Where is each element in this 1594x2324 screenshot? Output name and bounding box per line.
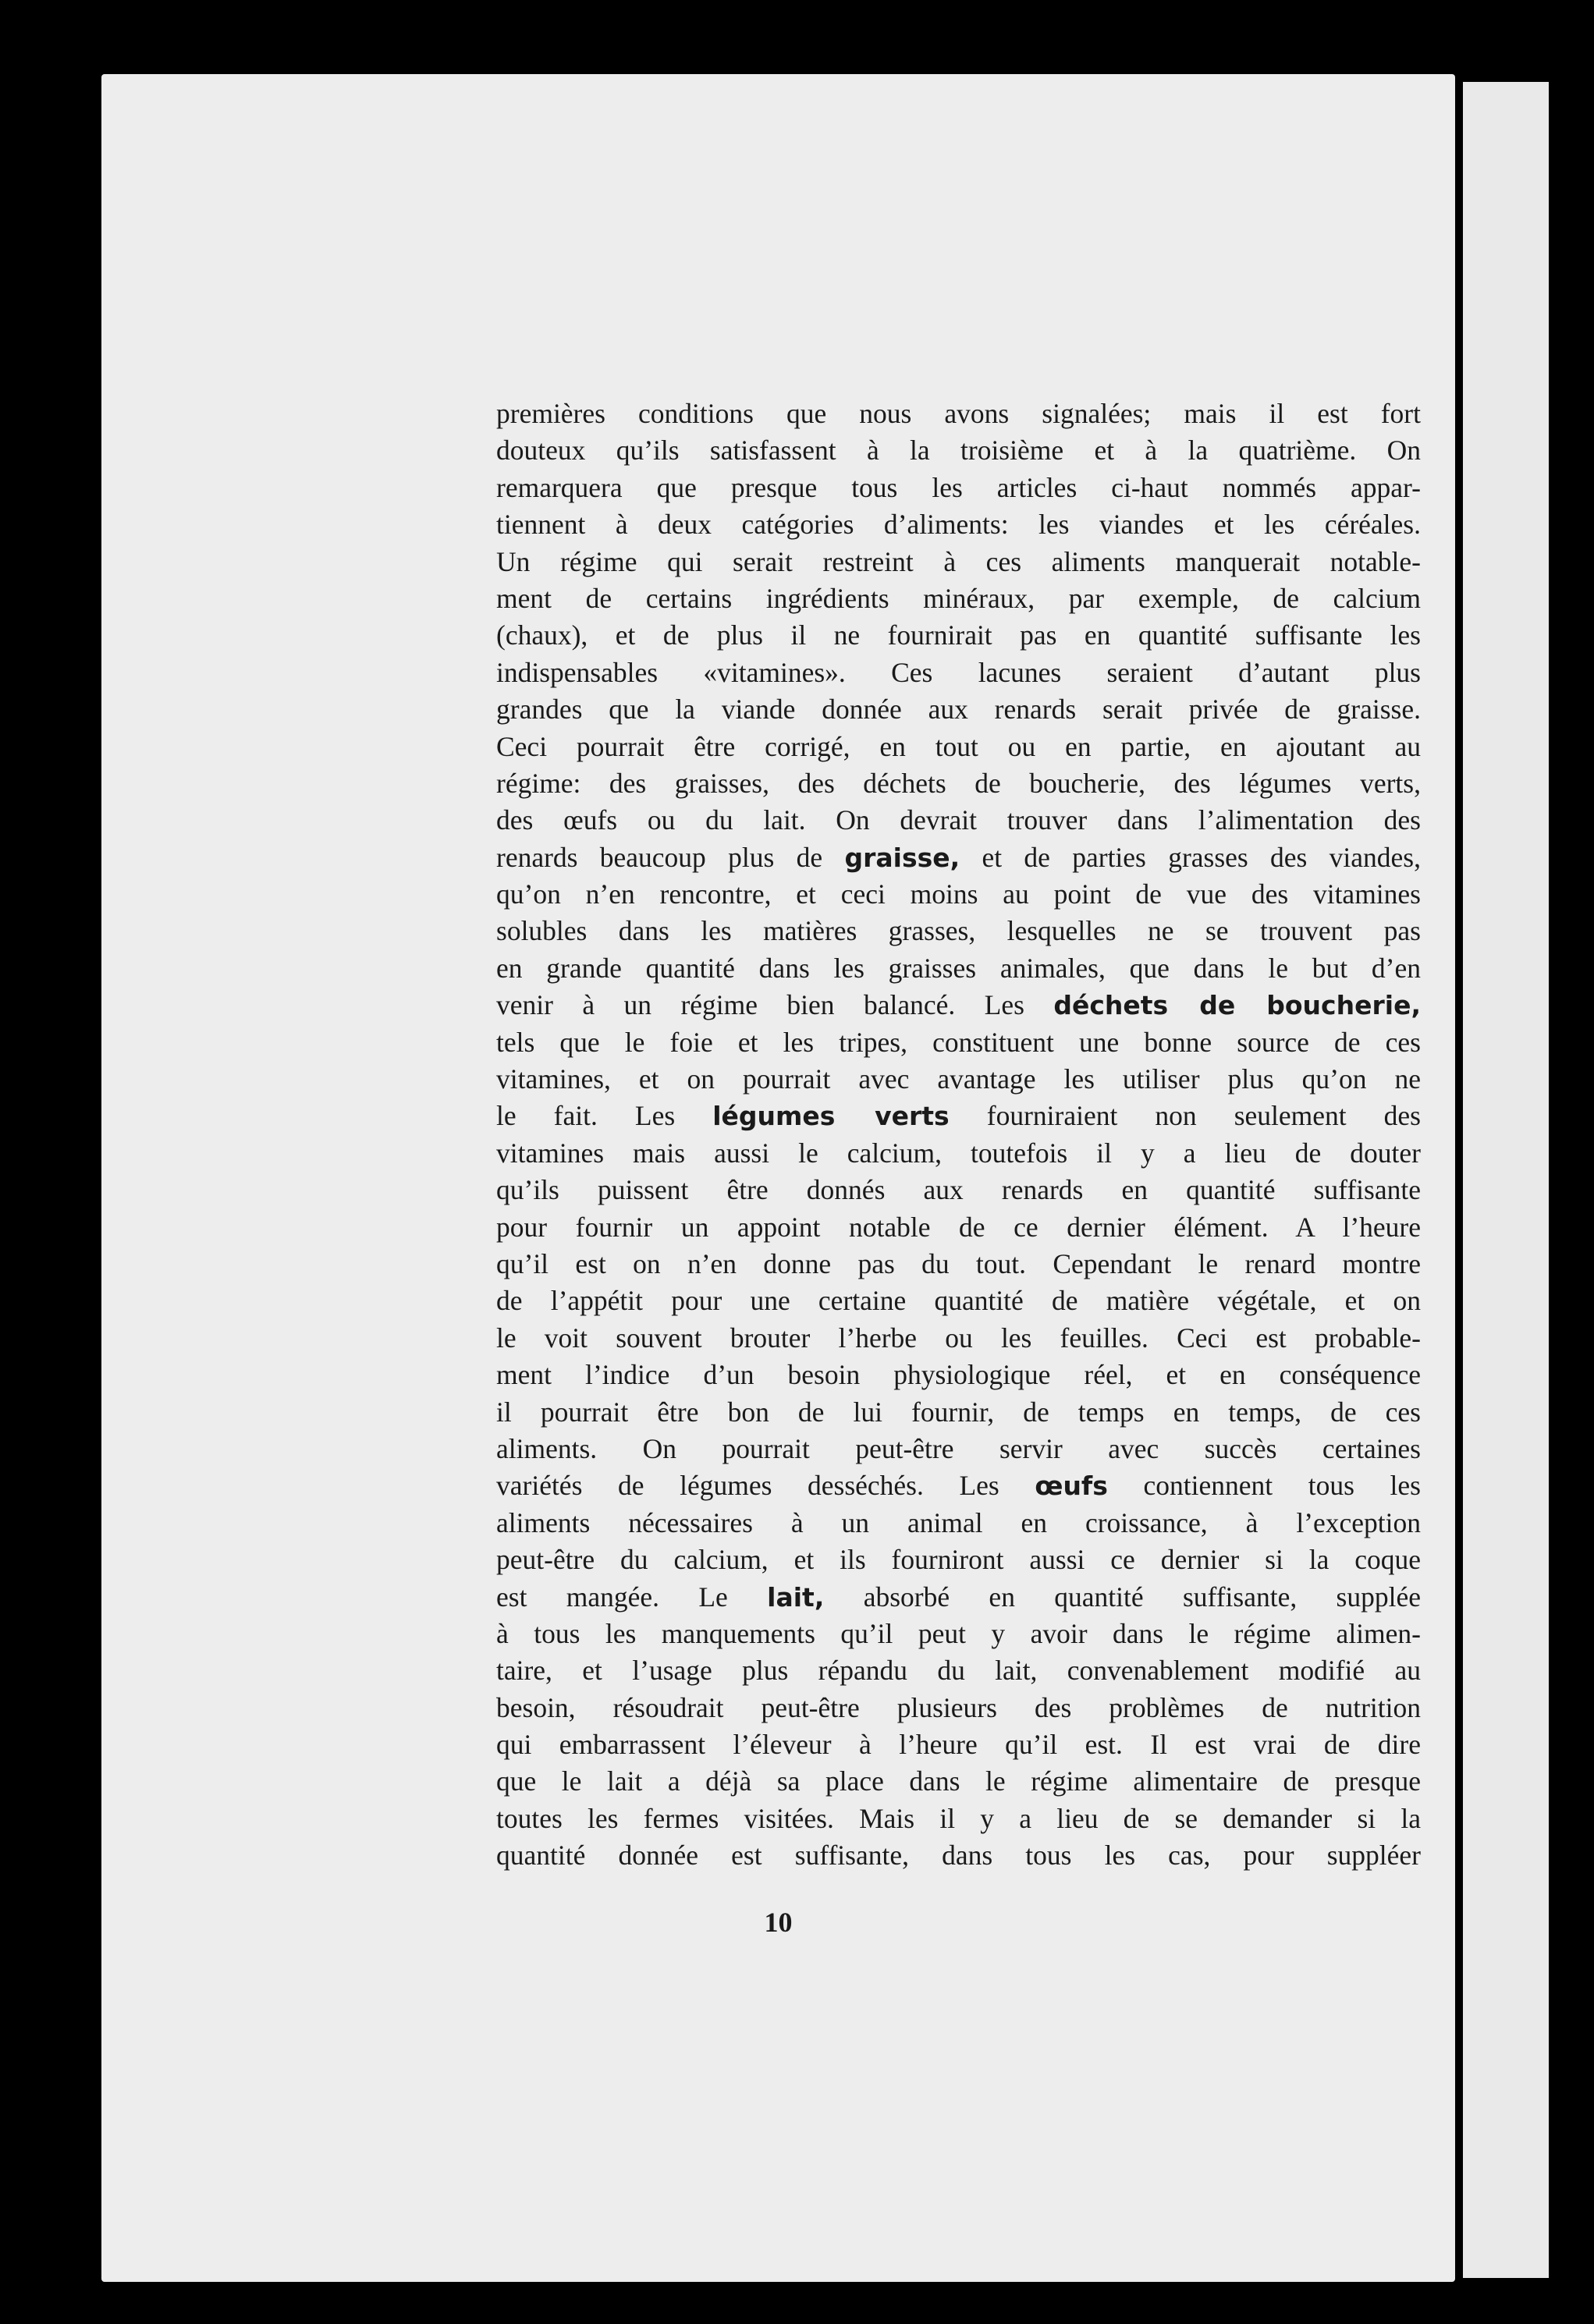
text-line [496,1320,1421,1357]
text-segment: taire, et l’usage plus répandu du lait, convenablement modifié au [496,1655,1421,1687]
text-segment: que le lait a déjà sa place dans le régime alimentaire de presque [496,1765,1421,1797]
text-segment: variétés de légumes desséchés. Les [496,1470,1035,1502]
text-line [496,1763,1421,1800]
text-segment: à tous les manquements qu’il peut y avoir dans le régime alimen- [496,1617,1421,1649]
text-line [496,802,1421,839]
text-line [496,470,1421,506]
text-segment: il pourrait être bon de lui fournir, de temps en temps, de ces [496,1396,1421,1428]
text-segment: Un régime qui serait restreint à ces aliments manquerait notable- [496,545,1421,577]
text-segment: qui embarrassent l’éleveur à l’heure qu’il est. Il est vrai de dire [496,1729,1421,1761]
text-line [496,1431,1421,1467]
text-line [496,1246,1421,1283]
text-segment: grandes que la viande donnée aux renards serait privée de graisse. [496,694,1421,726]
text-line [496,1505,1421,1542]
text-line [496,1579,1421,1616]
text-line [496,1098,1421,1134]
text-line [496,432,1421,469]
text-line [496,1652,1421,1689]
text-line [496,1690,1421,1726]
scanned-page [101,74,1455,2282]
text-segment: ment de certains ingrédients minéraux, par exemple, de calcium [496,582,1421,614]
bold-keyword: œufs [1035,1471,1108,1502]
text-segment: des œufs ou du lait. On devrait trouver dans l’alimentation des [496,804,1421,836]
text-line [496,1357,1421,1393]
text-segment: régime: des graisses, des déchets de boucherie, des légumes verts, [496,767,1421,799]
text-line [496,1542,1421,1578]
text-line [496,765,1421,802]
text-segment: qu’on n’en rencontre, et ceci moins au point de vue des vitamines [496,878,1421,910]
text-segment: renards beaucoup plus de [496,841,845,873]
text-line [496,617,1421,654]
text-line [496,1209,1421,1246]
text-segment: et de parties grasses des viandes, [960,841,1421,873]
text-line [496,1061,1421,1098]
text-segment: toutes les fermes visitées. Mais il y a lieu de se demander si la [496,1802,1421,1834]
text-segment: pour fournir un appoint notable de ce dernier élément. A l’heure [496,1211,1421,1243]
text-line [496,913,1421,949]
text-segment: en grande quantité dans les graisses animales, que dans le but d’en [496,952,1421,984]
bold-keyword: déchets de boucherie, [1053,990,1421,1021]
text-line [496,1467,1421,1504]
text-line [496,655,1421,691]
text-segment: vitamines mais aussi le calcium, toutefois il y a lieu de douter [496,1137,1421,1169]
text-line [496,1394,1421,1431]
text-segment: absorbé en quantité suffisante, supplée [824,1581,1421,1613]
text-segment: ment l’indice d’un besoin physiologique réel, et en conséquence [496,1359,1421,1391]
body-text [496,396,1421,1875]
text-segment: Ceci pourrait être corrigé, en tout ou en partie, en ajoutant au [496,730,1421,762]
text-line [496,876,1421,913]
text-line [496,1135,1421,1172]
text-line [496,506,1421,543]
text-segment: vitamines, et on pourrait avec avantage les utiliser plus qu’on ne [496,1063,1421,1095]
text-line [496,580,1421,617]
text-segment: le voit souvent brouter l’herbe ou les feuilles. Ceci est probable- [496,1322,1421,1354]
text-segment: qu’il est on n’en donne pas du tout. Cependant le renard montre [496,1247,1421,1279]
text-line [496,839,1421,876]
text-segment: quantité donnée est suffisante, dans tous les cas, pour suppléer [496,1840,1421,1872]
text-line [496,987,1421,1024]
text-line [496,1726,1421,1763]
text-segment: (chaux), et de plus il ne fournirait pas en quantité suffisante les [496,619,1421,651]
text-segment: remarquera que presque tous les articles ci-haut nommés appar- [496,471,1421,503]
text-line [496,950,1421,987]
text-line [496,1801,1421,1837]
page-number: 10 [764,1907,793,1938]
text-segment: contiennent tous les [1107,1470,1421,1502]
text-segment: venir à un régime bien balancé. Les [496,989,1054,1021]
text-line [496,1024,1421,1061]
text-line [496,1172,1421,1208]
bold-keyword: lait, [767,1581,825,1613]
text-segment: aliments nécessaires à un animal en croissance, à l’exception [496,1506,1421,1538]
text-line [496,729,1421,765]
text-segment: est mangée. Le [496,1581,768,1613]
text-segment: indispensables «vitamines». Ces lacunes seraient d’autant plus [496,656,1421,688]
text-segment: aliments. On pourrait peut-être servir avec succès certaines [496,1432,1421,1464]
bold-keyword: légumes verts [712,1101,950,1132]
text-segment: fourniraient non seulement des [949,1100,1422,1132]
text-segment: premières conditions que nous avons signalées; mais il est fort [496,398,1421,429]
text-segment: qu’ils puissent être donnés aux renards en quantité suffisante [496,1174,1421,1206]
text-segment: le fait. Les [496,1100,713,1132]
text-line [496,1616,1421,1652]
text-line [496,396,1421,432]
text-segment: solubles dans les matières grasses, lesquelles ne se trouvent pas [496,915,1421,947]
text-segment: peut-être du calcium, et ils fourniront aussi ce dernier si la coque [496,1544,1421,1576]
text-segment: douteux qu’ils satisfassent à la troisième et à la quatrième. On [496,435,1421,467]
text-line [496,691,1421,728]
text-segment: besoin, résoudrait peut-être plusieurs des problèmes de nutrition [496,1691,1421,1723]
text-segment: de l’appétit pour une certaine quantité de matière végétale, et on [496,1285,1421,1317]
text-line [496,1837,1421,1874]
text-segment: tiennent à deux catégories d’aliments: les viandes et les céréales. [496,509,1421,541]
text-segment: tels que le foie et les tripes, constituent une bonne source de ces [496,1026,1421,1058]
text-line [496,1283,1421,1319]
bold-keyword: graisse, [844,842,960,873]
adjacent-page-edge [1463,82,1549,2278]
text-line [496,544,1421,580]
